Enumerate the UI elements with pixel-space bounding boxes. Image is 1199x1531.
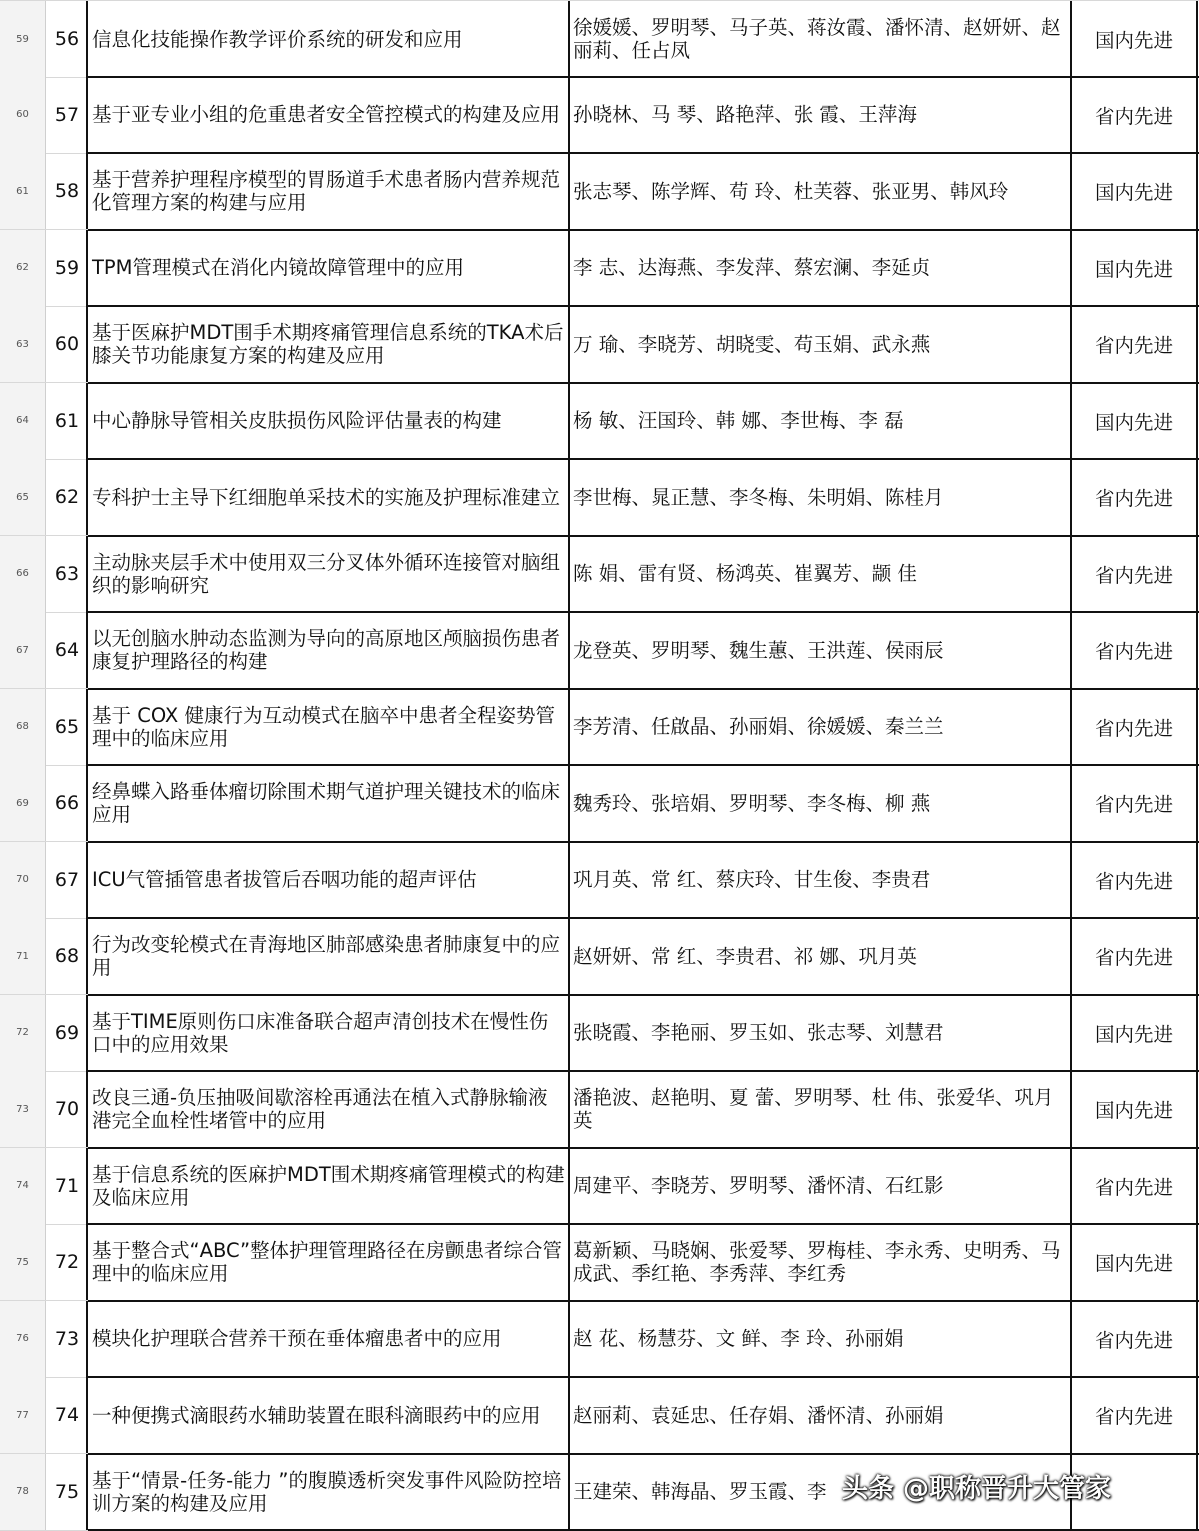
award-level-cell[interactable]: 国内先进 xyxy=(1072,1224,1198,1300)
seq-number-cell[interactable]: 68 xyxy=(54,945,80,967)
project-title-cell[interactable]: 基于医麻护MDT围手术期疼痛管理信息系统的TKA术后膝关节功能康复方案的构建及应用 xyxy=(88,306,570,382)
row-number-header[interactable]: 75 xyxy=(0,1224,46,1300)
award-level-cell[interactable]: 省内先进 xyxy=(1072,306,1198,382)
table-row xyxy=(0,77,1199,154)
project-title-cell[interactable]: 改良三通-负压抽吸间歇溶栓再通法在植入式静脉输液港完全血栓性堵管中的应用 xyxy=(88,1071,570,1147)
table-row xyxy=(0,0,1199,78)
authors-cell[interactable]: 魏秀玲、张培娟、罗明琴、李冬梅、柳 燕 xyxy=(570,765,1072,841)
project-title-cell[interactable]: 基于信息系统的医麻护MDT围术期疼痛管理模式的构建及临床应用 xyxy=(88,1148,570,1224)
row-number-header[interactable]: 60 xyxy=(0,77,46,153)
table-row xyxy=(0,689,1199,766)
award-level-cell[interactable]: 省内先进 xyxy=(1072,1377,1198,1453)
seq-number-cell[interactable]: 61 xyxy=(54,409,80,432)
table-row xyxy=(0,383,1199,460)
authors-cell[interactable]: 赵妍妍、常 红、李贵君、祁 娜、巩月英 xyxy=(570,918,1072,994)
award-level-cell[interactable]: 省内先进 xyxy=(1072,918,1198,994)
seq-number-cell[interactable]: 57 xyxy=(54,103,80,126)
seq-number-cell[interactable]: 75 xyxy=(54,1480,80,1503)
seq-number-cell[interactable]: 62 xyxy=(54,486,80,508)
award-level-cell[interactable]: 省内先进 xyxy=(1072,459,1198,535)
row-number-header[interactable]: 72 xyxy=(0,995,46,1071)
award-level-cell[interactable]: 省内先进 xyxy=(1072,77,1198,153)
table-row xyxy=(0,1148,1199,1225)
authors-cell[interactable]: 杨 敏、汪国玲、韩 娜、李世梅、李 磊 xyxy=(570,383,1072,459)
award-level-cell[interactable]: 省内先进 xyxy=(1072,1148,1198,1224)
authors-cell[interactable]: 李世梅、晁正慧、李冬梅、朱明娟、陈桂月 xyxy=(570,459,1072,535)
table-row xyxy=(0,612,1199,689)
row-number-header[interactable]: 59 xyxy=(0,1,46,77)
project-title-cell[interactable]: 主动脉夹层手术中使用双三分叉体外循环连接管对脑组织的影响研究 xyxy=(88,536,570,612)
authors-cell[interactable]: 周建平、李晓芳、罗明琴、潘怀清、石红影 xyxy=(570,1148,1072,1224)
row-number-header[interactable]: 66 xyxy=(0,536,46,612)
seq-number-cell[interactable]: 67 xyxy=(54,868,80,891)
authors-cell[interactable]: 葛新颖、马晓娴、张爱琴、罗梅桂、李永秀、史明秀、马成武、季红艳、李秀萍、李红秀 xyxy=(570,1224,1072,1300)
authors-cell[interactable]: 巩月英、常 红、蔡庆玲、甘生俊、李贵君 xyxy=(570,842,1072,918)
award-level-cell[interactable]: 省内先进 xyxy=(1072,689,1198,765)
award-level-cell[interactable]: 省内先进 xyxy=(1072,536,1198,612)
row-number-header[interactable]: 78 xyxy=(0,1454,46,1530)
authors-cell[interactable]: 赵丽莉、袁延忠、任存娟、潘怀清、孙丽娟 xyxy=(570,1377,1072,1453)
row-number-header[interactable]: 68 xyxy=(0,689,46,765)
table-row xyxy=(0,842,1199,919)
award-level-cell[interactable]: 省内先进 xyxy=(1072,612,1198,688)
authors-cell[interactable]: 潘艳波、赵艳明、夏 蕾、罗明琴、杜 伟、张爱华、巩月英 xyxy=(570,1071,1072,1147)
table-row xyxy=(0,1301,1199,1378)
row-number-header[interactable]: 67 xyxy=(0,612,46,688)
authors-cell[interactable]: 王建荣、韩海晶、罗玉霞、李 xyxy=(570,1454,1072,1530)
table-row xyxy=(0,230,1199,307)
project-title-cell[interactable]: 专科护士主导下红细胞单采技术的实施及护理标准建立 xyxy=(88,459,570,535)
row-number-header[interactable]: 71 xyxy=(0,918,46,994)
project-title-cell[interactable]: 基于营养护理程序模型的胃肠道手术患者肠内营养规范化管理方案的构建与应用 xyxy=(88,153,570,229)
project-title-cell[interactable]: 信息化技能操作教学评价系统的研发和应用 xyxy=(88,1,570,77)
table-row xyxy=(0,918,1199,995)
project-title-cell[interactable]: 基于整合式“ABC”整体护理管理路径在房颤患者综合管理中的临床应用 xyxy=(88,1224,570,1300)
authors-cell[interactable]: 徐媛媛、罗明琴、马子英、蒋汝霞、潘怀清、赵妍妍、赵丽莉、任占凤 xyxy=(570,1,1072,77)
project-title-cell[interactable]: ICU气管插管患者拔管后吞咽功能的超声评估 xyxy=(88,842,570,918)
project-title-cell[interactable]: 基于“情景-任务-能力 ”的腹膜透析突发事件风险防控培训方案的构建及应用 xyxy=(88,1454,570,1530)
authors-cell[interactable]: 万 瑜、李晓芳、胡晓雯、苟玉娟、武永燕 xyxy=(570,306,1072,382)
row-number-header[interactable]: 62 xyxy=(0,230,46,306)
award-level-cell[interactable]: 国内先进 xyxy=(1072,1,1198,77)
authors-cell[interactable]: 陈 娟、雷有贤、杨鸿英、崔翼芳、颛 佳 xyxy=(570,536,1072,612)
row-number-header[interactable]: 69 xyxy=(0,765,46,841)
project-title-cell[interactable]: 基于亚专业小组的危重患者安全管控模式的构建及应用 xyxy=(88,77,570,153)
table-row xyxy=(0,1071,1199,1148)
row-number-header[interactable]: 73 xyxy=(0,1071,46,1147)
seq-number-cell[interactable]: 66 xyxy=(54,792,80,814)
table-row xyxy=(0,153,1199,230)
award-level-cell[interactable]: 省内先进 xyxy=(1072,842,1198,918)
project-title-cell[interactable]: 中心静脉导管相关皮肤损伤风险评估量表的构建 xyxy=(88,383,570,459)
authors-cell[interactable]: 赵 花、杨慧芬、文 鲜、李 玲、孙丽娟 xyxy=(570,1301,1072,1377)
seq-number-cell[interactable]: 56 xyxy=(54,28,80,50)
row-number-header[interactable]: 64 xyxy=(0,383,46,459)
table-row xyxy=(0,306,1199,383)
project-title-cell[interactable]: 经鼻蝶入路垂体瘤切除围术期气道护理关键技术的临床应用 xyxy=(88,765,570,841)
project-title-cell[interactable]: 一种便携式滴眼药水辅助装置在眼科滴眼药中的应用 xyxy=(88,1377,570,1453)
table-row xyxy=(0,995,1199,1072)
seq-number-cell[interactable]: 72 xyxy=(54,1251,80,1273)
seq-number-cell[interactable]: 59 xyxy=(54,256,80,279)
table-row xyxy=(0,765,1199,842)
authors-cell[interactable]: 李 志、达海燕、李发萍、蔡宏澜、李延贞 xyxy=(570,230,1072,306)
project-title-cell[interactable]: 以无创脑水肿动态监测为导向的高原地区颅脑损伤患者康复护理路径的构建 xyxy=(88,612,570,688)
row-number-header[interactable]: 65 xyxy=(0,459,46,535)
table-row xyxy=(0,1224,1199,1301)
authors-cell[interactable]: 张晓霞、李艳丽、罗玉如、张志琴、刘慧君 xyxy=(570,995,1072,1071)
authors-cell[interactable]: 李芳清、任啟晶、孙丽娟、徐媛媛、秦兰兰 xyxy=(570,689,1072,765)
seq-number-cell[interactable]: 60 xyxy=(54,333,80,355)
authors-cell[interactable]: 龙登英、罗明琴、魏生蕙、王洪莲、侯雨辰 xyxy=(570,612,1072,688)
project-title-cell[interactable]: 基于TIME原则伤口床准备联合超声清创技术在慢性伤口中的应用效果 xyxy=(88,995,570,1071)
row-number-header[interactable]: 61 xyxy=(0,153,46,229)
authors-cell[interactable]: 孙晓林、马 琴、路艳萍、张 霞、王萍海 xyxy=(570,77,1072,153)
seq-number-cell[interactable]: 69 xyxy=(54,1021,80,1044)
seq-number-cell[interactable]: 64 xyxy=(54,639,80,661)
award-level-cell[interactable]: 国内先进 xyxy=(1072,995,1198,1071)
project-title-cell[interactable]: TPM管理模式在消化内镜故障管理中的应用 xyxy=(88,230,570,306)
award-level-cell[interactable]: 国内先进 xyxy=(1072,230,1198,306)
seq-number-cell[interactable]: 65 xyxy=(54,715,80,738)
award-level-cell[interactable]: 国内先进 xyxy=(1072,383,1198,459)
seq-number-cell[interactable]: 70 xyxy=(54,1098,80,1120)
project-title-cell[interactable]: 模块化护理联合营养干预在垂体瘤患者中的应用 xyxy=(88,1301,570,1377)
table-row xyxy=(0,459,1199,536)
seq-number-cell[interactable]: 58 xyxy=(54,180,80,202)
award-level-cell[interactable]: 省内先进 xyxy=(1072,765,1198,841)
row-number-header[interactable]: 76 xyxy=(0,1301,46,1377)
award-level-cell[interactable]: 国内先进 xyxy=(1072,1071,1198,1147)
award-level-cell[interactable]: 国内先进 xyxy=(1072,153,1198,229)
authors-cell[interactable]: 张志琴、陈学辉、苟 玲、杜芙蓉、张亚男、韩风玲 xyxy=(570,153,1072,229)
table-row xyxy=(0,536,1199,613)
row-number-header[interactable]: 74 xyxy=(0,1148,46,1224)
award-level-cell[interactable]: 省内先进 xyxy=(1072,1301,1198,1377)
seq-number-cell[interactable]: 71 xyxy=(54,1174,80,1197)
project-title-cell[interactable]: 行为改变轮模式在青海地区肺部感染患者肺康复中的应用 xyxy=(88,918,570,994)
table-row xyxy=(0,1377,1199,1454)
seq-number-cell[interactable]: 73 xyxy=(54,1327,80,1350)
row-number-header[interactable]: 77 xyxy=(0,1377,46,1453)
seq-number-cell[interactable]: 74 xyxy=(54,1404,80,1426)
project-title-cell[interactable]: 基于 COX 健康行为互动模式在脑卒中患者全程姿势管理中的临床应用 xyxy=(88,689,570,765)
row-number-header[interactable]: 70 xyxy=(0,842,46,918)
seq-number-cell[interactable]: 63 xyxy=(54,562,80,585)
row-number-header[interactable]: 63 xyxy=(0,306,46,382)
watermark: 头条 @职称晋升大管家 xyxy=(842,1474,1112,1504)
